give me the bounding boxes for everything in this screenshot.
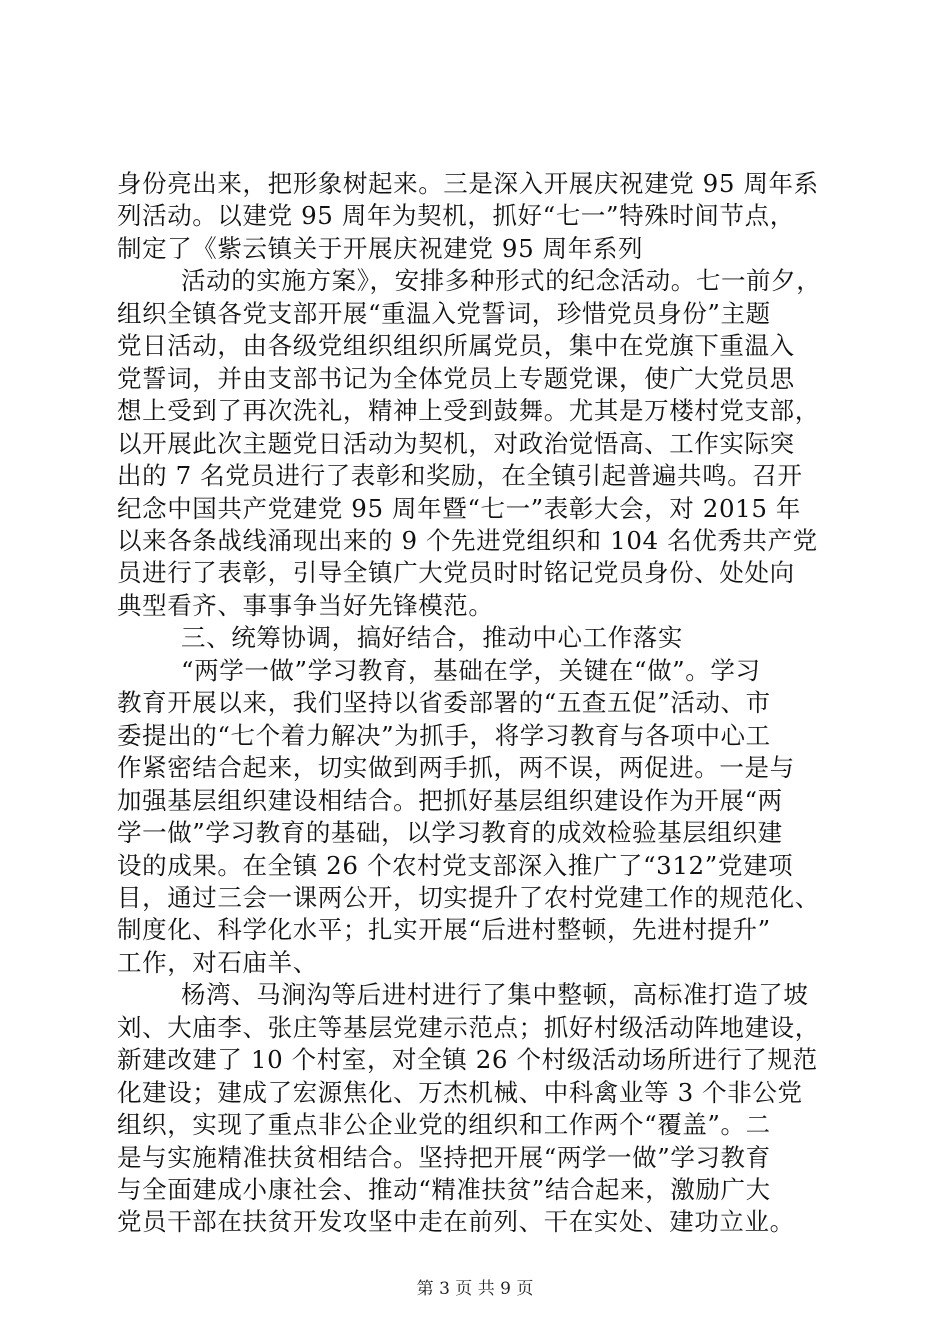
text-line: 目，通过三会一课两公开，切实提升了农村党建工作的规范化、 bbox=[117, 882, 820, 912]
text-line: 化建设；建成了宏源焦化、万杰机械、中科禽业等 3 个非公党 bbox=[117, 1077, 803, 1107]
text-line: 加强基层组织建设相结合。把抓好基层组织建设作为开展“两 bbox=[117, 785, 783, 815]
text-line: 想上受到了再次洗礼，精神上受到鼓舞。尤其是万楼村党支部， bbox=[117, 396, 820, 426]
text-line: 组织全镇各党支部开展“重温入党誓词，珍惜党员身份”主题 bbox=[117, 298, 771, 328]
text-line: 教育开展以来，我们坚持以省委部署的“五查五促”活动、市 bbox=[117, 688, 771, 718]
text-line: 组织，实现了重点非公企业党的组织和工作两个“覆盖”。二 bbox=[117, 1110, 771, 1140]
text-line: 典型看齐、事事争当好先锋模范。 bbox=[117, 590, 494, 620]
text-line: 委提出的“七个着力解决”为抓手，将学习教育与各项中心工 bbox=[117, 720, 771, 750]
text-line: 员进行了表彰，引导全镇广大党员时时铭记党员身份、处处向 bbox=[117, 558, 795, 588]
text-line: 活动的实施方案》，安排多种形式的纪念活动。七一前夕， bbox=[181, 266, 822, 296]
text-line: 设的成果。在全镇 26 个农村党支部深入推广了“312”党建项 bbox=[117, 850, 794, 880]
text-line: 出的 7 名党员进行了表彰和奖励，在全镇引起普遍共鸣。召开 bbox=[117, 461, 803, 491]
text-line: “两学一做”学习教育，基础在学，关键在“做”。学习 bbox=[181, 655, 761, 685]
text-line: 与全面建成小康社会、推动“精准扶贫”结合起来，激励广大 bbox=[117, 1175, 771, 1204]
text-line: 以来各条战线涌现出来的 9 个先进党组织和 104 名优秀共产党 bbox=[117, 526, 818, 555]
text-line: 党员干部在扶贫开发攻坚中走在前列、干在实处、建功立业。 bbox=[117, 1207, 795, 1237]
text-line: 是与实施精准扶贫相结合。坚持把开展“两学一做”学习教育 bbox=[117, 1142, 771, 1172]
text-line: 刘、大庙李、张庄等基层党建示范点；抓好村级活动阵地建设， bbox=[117, 1012, 820, 1042]
text-line: 纪念中国共产党建党 95 周年暨“七一”表彰大会，对 2015 年 bbox=[117, 493, 802, 523]
text-line: 作紧密结合起来，切实做到两手抓，两不误，两促进。一是与 bbox=[117, 753, 795, 783]
text-line: 身份亮出来，把形象树起来。三是深入开展庆祝建党 95 周年系 bbox=[117, 169, 819, 198]
text-line: 党誓词，并由支部书记为全体党员上专题党课，使广大党员思 bbox=[117, 363, 795, 393]
text-line: 杨湾、马涧沟等后进村进行了集中整顿，高标准打造了坡 bbox=[181, 980, 809, 1010]
text-line: 以开展此次主题党日活动为契机，对政治觉悟高、工作实际突 bbox=[117, 428, 795, 458]
text-line: 新建改建了 10 个村室，对全镇 26 个村级活动场所进行了规范 bbox=[117, 1045, 818, 1075]
text-line: 制定了《紫云镇关于开展庆祝建党 95 周年系列 bbox=[117, 233, 644, 263]
text-line: 制度化、科学化水平；扎实开展“后进村整顿，先进村提升” bbox=[117, 915, 771, 945]
text-line: 三、统筹协调，搞好结合，推动中心工作落实 bbox=[181, 623, 683, 653]
page-footer: 第 3 页 共 9 页 bbox=[416, 1279, 534, 1299]
text-line: 列活动。以建党 95 周年为契机，抓好“七一”特殊时间节点， bbox=[117, 201, 795, 231]
text-line: 工作，对石庙羊、 bbox=[117, 947, 318, 977]
text-line: 学一做”学习教育的基础，以学习教育的成效检验基层组织建 bbox=[117, 818, 783, 847]
text-line: 党日活动，由各级党组织组织所属党员，集中在党旗下重温入 bbox=[117, 331, 795, 361]
